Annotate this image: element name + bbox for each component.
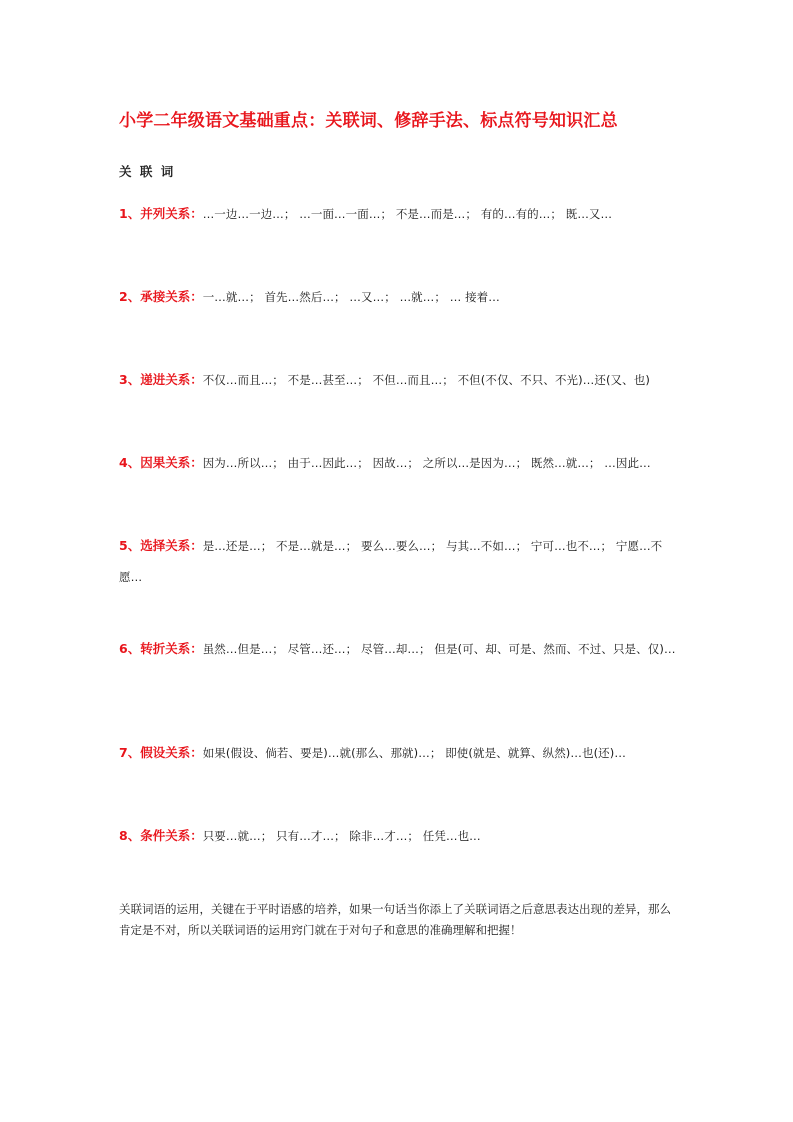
item-content: 虽然…但是…； 尽管…还…； 尽管…却…； 但是(可、却、可是、然而、不过、只是、仅)… <box>202 642 676 656</box>
item-content: 只要…就…； 只有…才…； 除非…才…； 任凭…也… <box>202 829 481 843</box>
list-item <box>119 447 679 479</box>
list-item <box>119 281 679 313</box>
list-item <box>119 198 679 230</box>
item-label: 2、承接关系： <box>119 289 203 304</box>
item-content: …一边…一边…； …一面…一面…； 不是…而是…； 有的…有的…； 既…又… <box>202 207 613 221</box>
list-item <box>119 820 679 852</box>
item-content: 是…还是…； 不是…就是…； 要么…要么…； 与其…不如…； 宁可…也不…； 宁愿…不愿… <box>119 539 663 584</box>
list-item <box>119 364 679 396</box>
item-label: 5、选择关系： <box>119 538 203 553</box>
item-label: 6、转折关系： <box>119 641 203 656</box>
list-item <box>119 737 679 769</box>
list-item <box>119 633 679 665</box>
item-label: 8、条件关系： <box>119 828 203 843</box>
section-heading: 关 联 词 <box>119 164 176 179</box>
item-label: 4、因果关系： <box>119 455 203 470</box>
document-title: 小学二年级语文基础重点：关联词、修辞手法、标点符号知识汇总 <box>119 111 618 131</box>
item-label: 3、递进关系： <box>119 372 203 387</box>
item-label: 7、假设关系： <box>119 745 203 760</box>
item-content: 如果(假设、倘若、要是)…就(那么、那就)…； 即使(就是、就算、纵然)…也(还)… <box>202 746 626 760</box>
item-content: 不仅…而且…； 不是…甚至…； 不但…而且…； 不但(不仅、不只、不光)…还(又、也) <box>202 373 650 387</box>
item-label: 1、并列关系： <box>119 206 203 221</box>
item-content: 因为…所以…； 由于…因此…； 因故…； 之所以…是因为…； 既然…就…； …因此… <box>202 456 651 470</box>
summary-paragraph: 关联词语的运用，关键在于平时语感的培养，如果一句话当你添上了关联词语之后意思表达出现的差异，那么肯定是不对，所以关联词语的运用窍门就在于对句子和意思的准确理解和把握！ <box>119 902 671 937</box>
list-item <box>119 530 679 593</box>
item-content: 一…就…； 首先…然后…； …又…； …就…； … 接着… <box>202 290 500 304</box>
